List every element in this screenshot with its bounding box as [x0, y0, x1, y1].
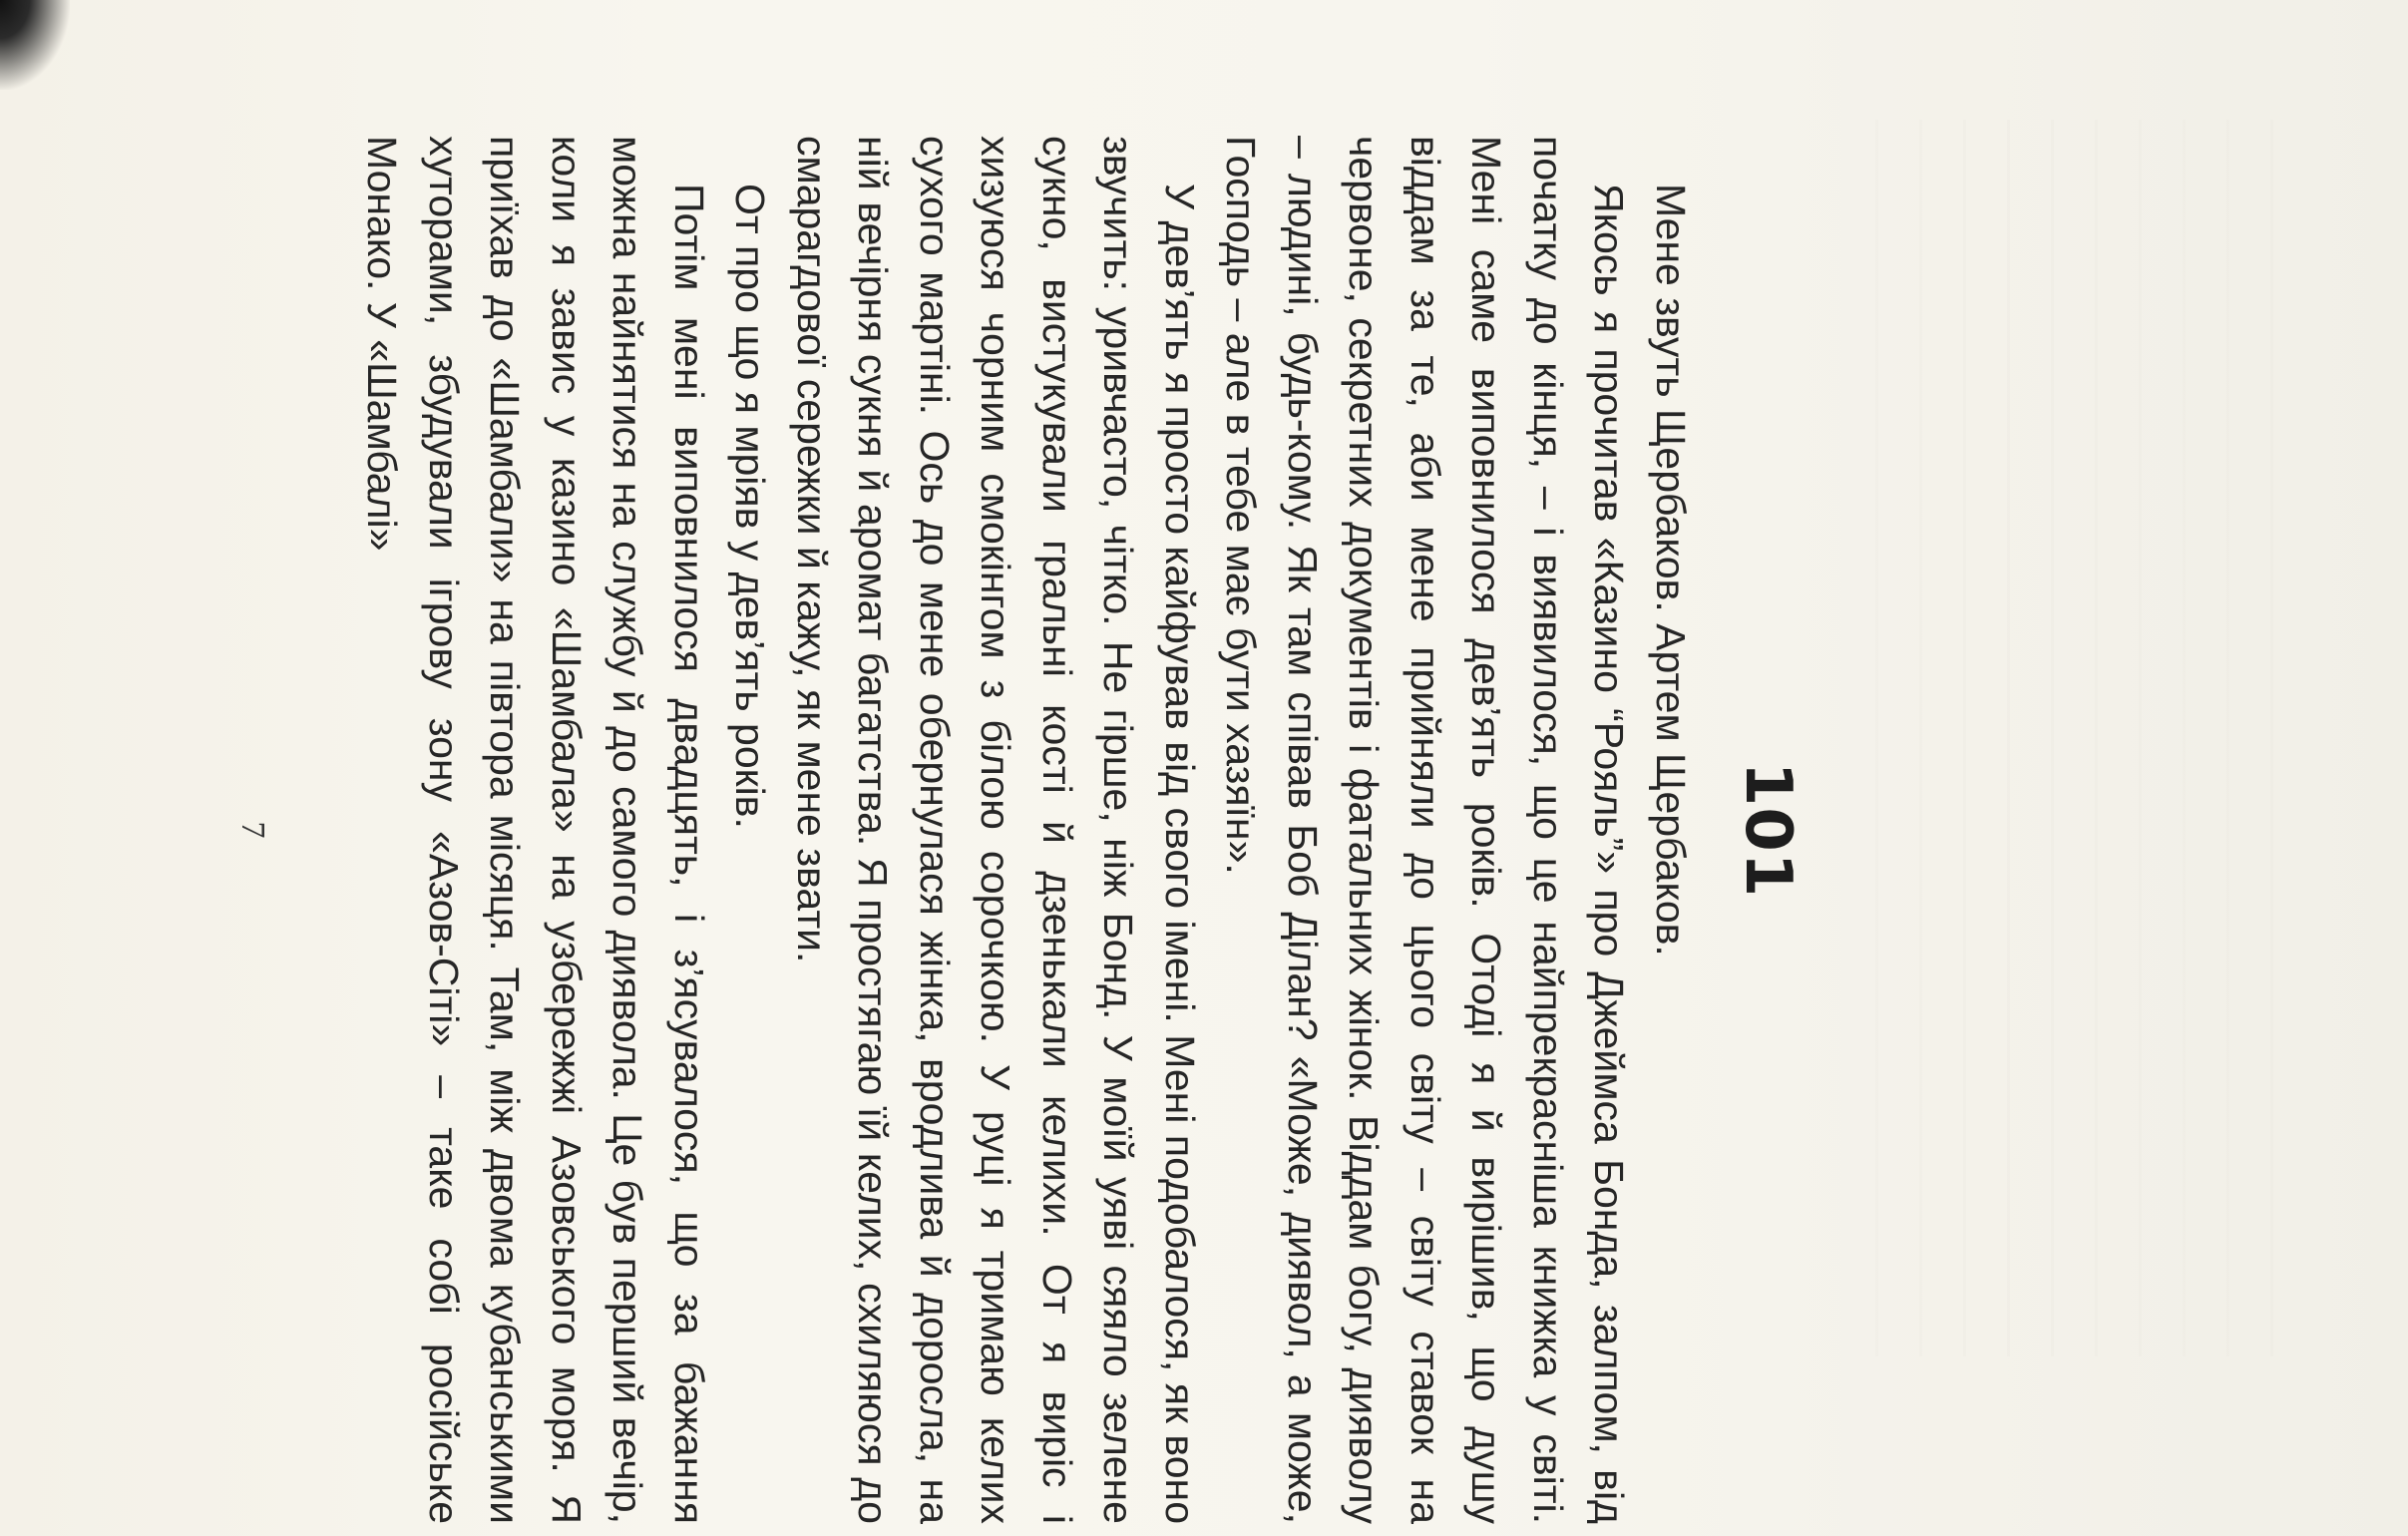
- paragraph-3: У дев’ять я просто кайфував від свого імені. Мені подобалося, як воно звучить: уривчасто, чітко. Не гірше, ніж Бонд. У моїй уяві сяяло зелене сукно, вистукували гральні кості й дзенькали келихи. От я виріс і хизуюся чорним смокінгом з білою сорочкою. У руці я тримаю келих сухого мартіні. Ось до мене обернулася жінка, вродлива й доросла, на ній вечірня сукня й аромат багатства. Я простягаю їй келих, схиляюся до смарагдової сережки й кажу, як мене звати.: [789, 136, 1203, 1524]
- paragraph-1: Мене звуть Щербаков. Артем Щербаков.: [1648, 184, 1694, 957]
- show-through-texture: [1875, 120, 2294, 1356]
- scan-corner-shadow: [0, 0, 70, 90]
- paragraph-5: Потім мені виповнилося двадцять, і з’ясувалося, що за бажання можна найнятися на службу й до самого диявола. Це був перший вечір, коли я завис у казино «Шамбала» на узбережжі Азовського моря. Я приїхав до «Шамбали» на півтора місяця. Там, між двома кубанськими хуторами, збудували ігрову зону «Азов-Сіті» – таке собі російське Монако. У «Шамбалі»: [359, 136, 712, 1524]
- folio-number: 7: [234, 821, 271, 839]
- page-number: 101: [1731, 761, 1805, 899]
- body-text: [351, 136, 1701, 1524]
- rotated-text-page: [213, 136, 1805, 1524]
- paragraph-4: От про що я мріяв у дев’ять років.: [727, 184, 774, 829]
- paragraph-2: Якось я прочитав «Казино “Рояль”» про Джеймса Бонда, залпом, від початку до кінця, – і виявилося, що це найпрекрасніша книжка у світі. Мені саме виповнилося дев’ять років. Отоді я й вирішив, що душу віддам за те, аби мене прийняли до цього світу – світу ставок на червоне, секретних документів і фатальних жінок. Віддам богу, дияволу – людині, будь-кому. Як там співав Боб Ділан? «Може, диявол, а може, Господь – але в тебе має бути хазяїн».: [1218, 136, 1633, 1524]
